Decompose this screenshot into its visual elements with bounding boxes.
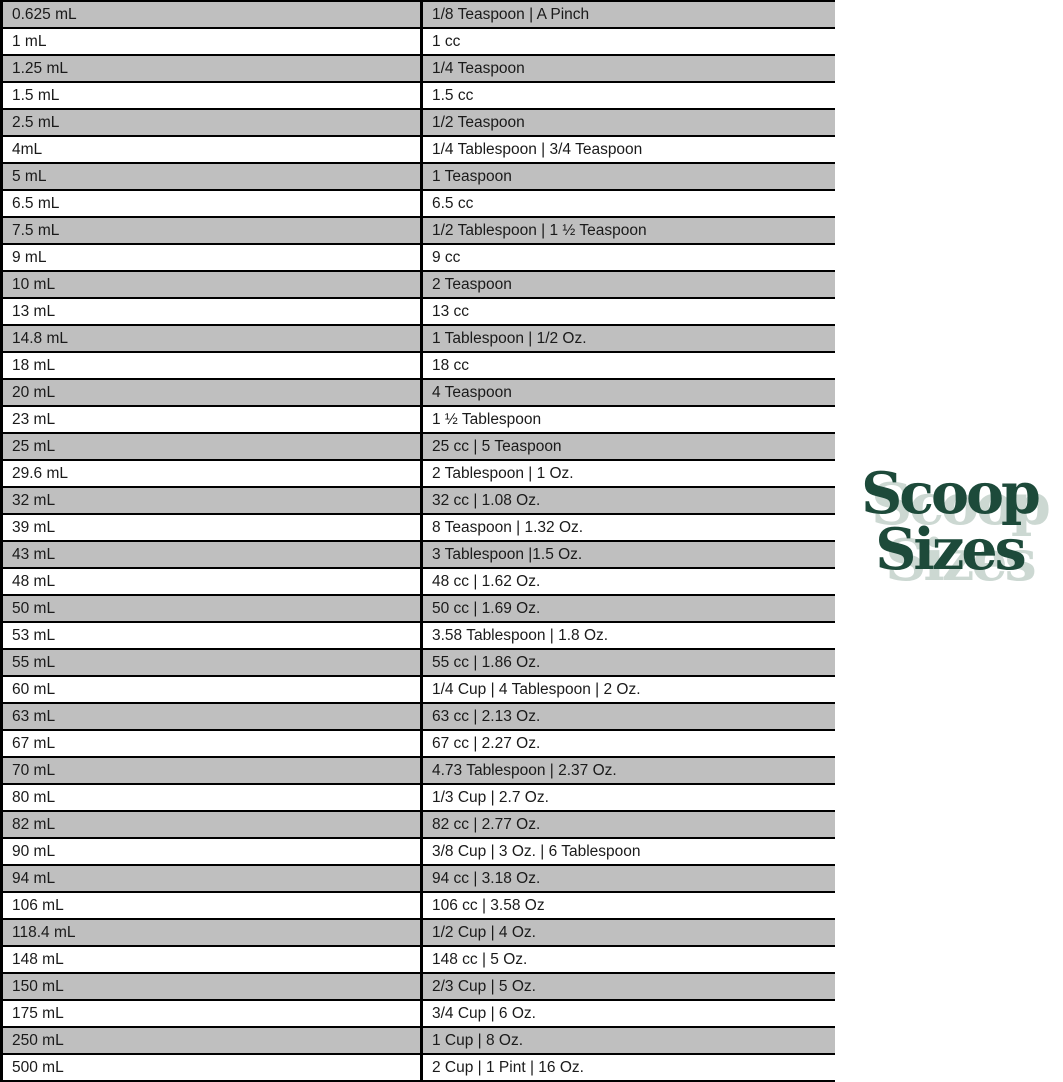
equivalent-cell: 55 cc | 1.86 Oz. [422,649,835,676]
table-row [2,595,835,622]
ml-cell: 250 mL [2,1027,422,1054]
equivalent-cell: 48 cc | 1.62 Oz. [422,568,835,595]
table-row [2,55,835,82]
equivalent-cell: 1/2 Cup | 4 Oz. [422,919,835,946]
equivalent-cell: 82 cc | 2.77 Oz. [422,811,835,838]
equivalent-cell: 25 cc | 5 Teaspoon [422,433,835,460]
table-row [2,973,835,1000]
table-row [2,271,835,298]
ml-cell: 1.5 mL [2,82,422,109]
equivalent-cell: 1 Cup | 8 Oz. [422,1027,835,1054]
equivalent-cell: 3/8 Cup | 3 Oz. | 6 Tablespoon [422,838,835,865]
table-row [2,244,835,271]
table-row [2,217,835,244]
ml-cell: 7.5 mL [2,217,422,244]
equivalent-cell: 1/3 Cup | 2.7 Oz. [422,784,835,811]
ml-cell: 5 mL [2,163,422,190]
equivalent-cell: 63 cc | 2.13 Oz. [422,703,835,730]
ml-cell: 55 mL [2,649,422,676]
equivalent-cell: 2 Tablespoon | 1 Oz. [422,460,835,487]
equivalent-cell: 4 Teaspoon [422,379,835,406]
table-row [2,1000,835,1027]
ml-cell: 63 mL [2,703,422,730]
table-row [2,892,835,919]
equivalent-cell: 1/2 Tablespoon | 1 ½ Teaspoon [422,217,835,244]
table-row [2,730,835,757]
table-row [2,568,835,595]
ml-cell: 0.625 mL [2,1,422,28]
ml-cell: 82 mL [2,811,422,838]
table-row [2,109,835,136]
equivalent-cell: 2/3 Cup | 5 Oz. [422,973,835,1000]
equivalent-cell: 1.5 cc [422,82,835,109]
table-row [2,298,835,325]
equivalent-cell: 2 Teaspoon [422,271,835,298]
table-row [2,541,835,568]
table-row [2,865,835,892]
table-row [2,838,835,865]
equivalent-cell: 8 Teaspoon | 1.32 Oz. [422,514,835,541]
equivalent-cell: 1 cc [422,28,835,55]
equivalent-cell: 32 cc | 1.08 Oz. [422,487,835,514]
table-row [2,514,835,541]
ml-cell: 23 mL [2,406,422,433]
ml-cell: 13 mL [2,298,422,325]
equivalent-cell: 1/4 Teaspoon [422,55,835,82]
table-row [2,460,835,487]
equivalent-cell: 67 cc | 2.27 Oz. [422,730,835,757]
table-row [2,28,835,55]
ml-cell: 50 mL [2,595,422,622]
equivalent-cell: 6.5 cc [422,190,835,217]
table-row [2,163,835,190]
table-row [2,190,835,217]
equivalent-cell: 1/8 Teaspoon | A Pinch [422,1,835,28]
table-row [2,379,835,406]
ml-cell: 90 mL [2,838,422,865]
ml-cell: 18 mL [2,352,422,379]
table-row [2,676,835,703]
ml-cell: 10 mL [2,271,422,298]
ml-cell: 106 mL [2,892,422,919]
table-row [2,919,835,946]
table-row [2,1027,835,1054]
ml-cell: 70 mL [2,757,422,784]
ml-cell: 118.4 mL [2,919,422,946]
equivalent-cell: 148 cc | 5 Oz. [422,946,835,973]
ml-cell: 53 mL [2,622,422,649]
equivalent-cell: 94 cc | 3.18 Oz. [422,865,835,892]
logo-line-1: Scoop [861,460,1038,527]
ml-cell: 29.6 mL [2,460,422,487]
table-row [2,136,835,163]
equivalent-cell: 1 Tablespoon | 1/2 Oz. [422,325,835,352]
table-row [2,82,835,109]
ml-cell: 60 mL [2,676,422,703]
ml-cell: 32 mL [2,487,422,514]
ml-cell: 9 mL [2,244,422,271]
equivalent-cell: 4.73 Tablespoon | 2.37 Oz. [422,757,835,784]
ml-cell: 150 mL [2,973,422,1000]
table-row [2,433,835,460]
equivalent-cell: 1 ½ Tablespoon [422,406,835,433]
scoop-sizes-logo [836,460,1063,583]
scoop-size-table-body [2,1,835,1081]
ml-cell: 175 mL [2,1000,422,1027]
ml-cell: 20 mL [2,379,422,406]
table-row [2,649,835,676]
ml-cell: 43 mL [2,541,422,568]
equivalent-cell: 1/4 Cup | 4 Tablespoon | 2 Oz. [422,676,835,703]
table-row [2,1054,835,1081]
ml-cell: 94 mL [2,865,422,892]
equivalent-cell: 3/4 Cup | 6 Oz. [422,1000,835,1027]
equivalent-cell: 18 cc [422,352,835,379]
table-row [2,757,835,784]
table-row [2,1,835,28]
equivalent-cell: 1 Teaspoon [422,163,835,190]
ml-cell: 80 mL [2,784,422,811]
ml-cell: 1 mL [2,28,422,55]
table-row [2,487,835,514]
ml-cell: 1.25 mL [2,55,422,82]
table-row [2,946,835,973]
ml-cell: 500 mL [2,1054,422,1081]
logo-line-2: Sizes [875,515,1024,583]
equivalent-cell: 13 cc [422,298,835,325]
equivalent-cell: 1/4 Tablespoon | 3/4 Teaspoon [422,136,835,163]
ml-cell: 67 mL [2,730,422,757]
ml-cell: 2.5 mL [2,109,422,136]
ml-cell: 4mL [2,136,422,163]
ml-cell: 39 mL [2,514,422,541]
table-row [2,703,835,730]
table-row [2,811,835,838]
equivalent-cell: 9 cc [422,244,835,271]
ml-cell: 6.5 mL [2,190,422,217]
table-row [2,352,835,379]
ml-cell: 48 mL [2,568,422,595]
table-row [2,325,835,352]
table-row [2,406,835,433]
equivalent-cell: 1/2 Teaspoon [422,109,835,136]
equivalent-cell: 106 cc | 3.58 Oz [422,892,835,919]
equivalent-cell: 2 Cup | 1 Pint | 16 Oz. [422,1054,835,1081]
table-row [2,622,835,649]
ml-cell: 14.8 mL [2,325,422,352]
equivalent-cell: 50 cc | 1.69 Oz. [422,595,835,622]
equivalent-cell: 3.58 Tablespoon | 1.8 Oz. [422,622,835,649]
ml-cell: 25 mL [2,433,422,460]
ml-cell: 148 mL [2,946,422,973]
table-row [2,784,835,811]
equivalent-cell: 3 Tablespoon |1.5 Oz. [422,541,835,568]
